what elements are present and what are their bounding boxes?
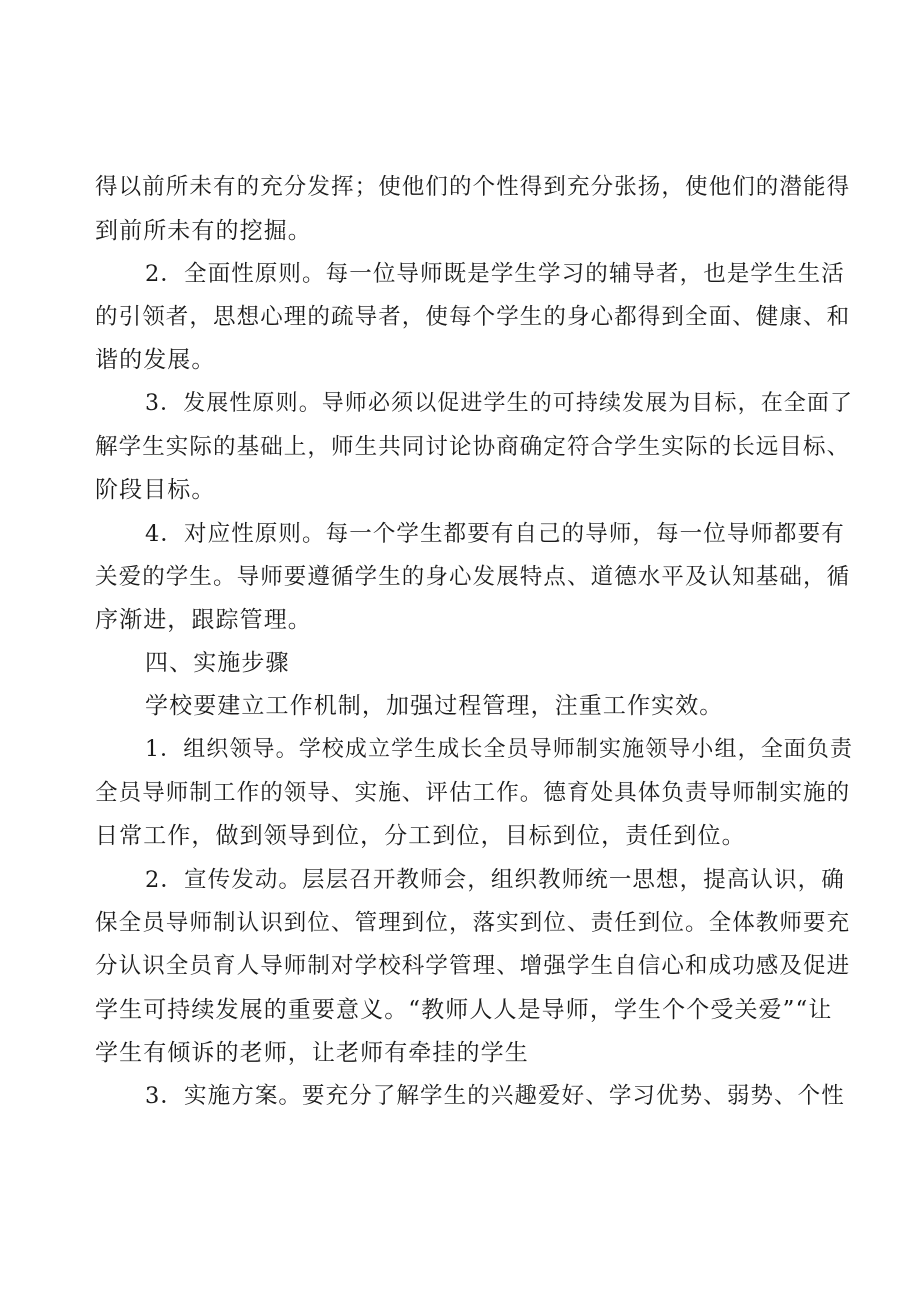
text-line: 得以前所未有的充分发挥；使他们的个性得到充分张扬，使他们的潜能得 bbox=[95, 174, 851, 200]
section-heading: 四、实施步骤 bbox=[145, 650, 290, 676]
text-line: 2．宣传发动。层层召开教师会，组织教师统一思想，提高认识，确 bbox=[145, 867, 845, 893]
text-line: 分认识全员育人导师制对学校科学管理、增强学生自信心和成功感及促进 bbox=[95, 953, 851, 979]
text-line: 2．全面性原则。每一位导师既是学生学习的辅导者，也是学生生活 bbox=[145, 261, 845, 287]
text-line: 的引领者，思想心理的疏导者，使每个学生的身心都得到全面、健康、和 bbox=[95, 304, 851, 330]
text-line: 学校要建立工作机制，加强过程管理，注重工作实效。 bbox=[145, 693, 724, 719]
text-line: 关爱的学生。导师要遵循学生的身心发展特点、道德水平及认知基础，循 bbox=[95, 564, 851, 590]
text-line: 日常工作，做到领导到位，分工到位，目标到位，责任到位。 bbox=[95, 823, 746, 849]
text-line: 学生可持续发展的重要意义。“教师人人是导师，学生个个受关爱”“让 bbox=[95, 997, 833, 1023]
text-line: 4．对应性原则。每一个学生都要有自己的导师，每一位导师都要有 bbox=[145, 521, 845, 547]
text-line: 到前所未有的挖掘。 bbox=[95, 218, 312, 244]
text-line: 1．组织领导。学校成立学生成长全员导师制实施领导小组，全面负责 bbox=[145, 737, 854, 762]
text-line: 3．实施方案。要充分了解学生的兴趣爱好、学习优势、弱势、个性 bbox=[145, 1083, 845, 1109]
text-line: 阶段目标。 bbox=[95, 477, 216, 503]
text-line: 谐的发展。 bbox=[95, 347, 216, 373]
text-line: 全员导师制工作的领导、实施、评估工作。德育处具体负责导师制实施的 bbox=[95, 780, 851, 806]
text-line: 学生有倾诉的老师，让老师有牵挂的学生 bbox=[95, 1040, 529, 1066]
text-line: 序渐进，跟踪管理。 bbox=[95, 607, 312, 633]
text-line: 解学生实际的基础上，师生共同讨论协商确定符合学生实际的长远目标、 bbox=[95, 434, 851, 460]
text-line: 保全员导师制认识到位、管理到位，落实到位、责任到位。全体教师要充 bbox=[95, 910, 851, 936]
text-line: 3．发展性原则。导师必须以促进学生的可持续发展为目标，在全面了 bbox=[145, 391, 854, 416]
